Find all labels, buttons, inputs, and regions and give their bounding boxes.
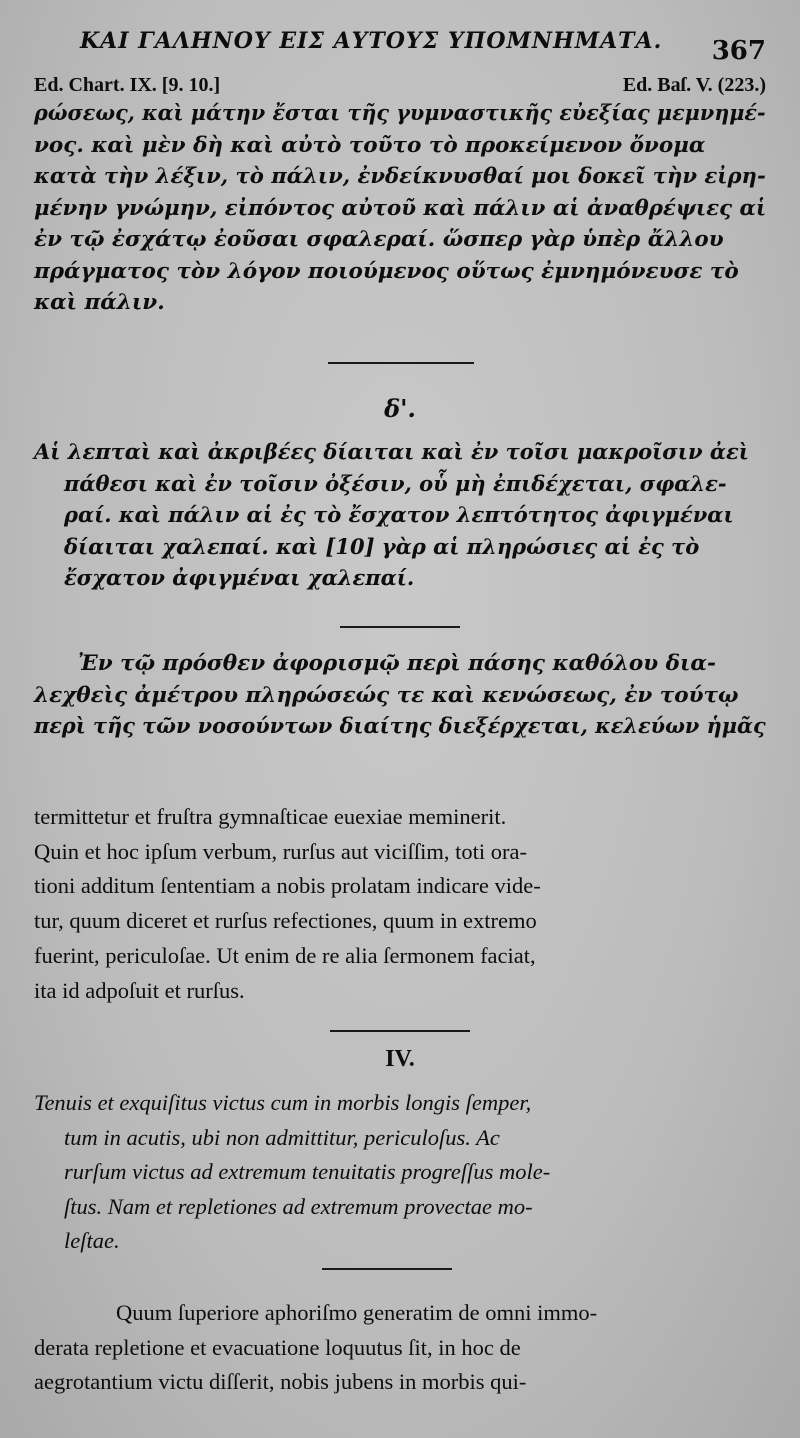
text-line: νος. καὶ μὲν δὴ καὶ αὐτὸ τοῦτο τὸ προκείμενον ὄνομα bbox=[34, 132, 706, 158]
edition-reference-right: Ed. Baſ. V. (223.) bbox=[622, 74, 766, 96]
section-divider bbox=[340, 626, 460, 628]
greek-aphorism bbox=[34, 436, 766, 594]
edition-reference-left: Ed. Chart. IX. [9. 10.] bbox=[34, 74, 221, 96]
text-line: δίαιται χαλεπαί. καὶ [10] γὰρ αἱ πληρώσιες αἱ ἐς τὸ bbox=[64, 533, 700, 559]
page-number: 367 bbox=[711, 36, 766, 66]
text-line: πράγματος τὸν λόγον ποιούμενος οὕτως ἐμνημόνευσε τὸ bbox=[34, 258, 739, 284]
text-line: Αἱ λεπταὶ καὶ ἀκριβέες δίαιται καὶ ἐν τοῖσι μακροῖσιν ἀεὶ bbox=[34, 439, 749, 464]
text-line: aegrotantium victu diſſerit, nobis jubens in morbis qui- bbox=[34, 1369, 527, 1395]
latin-paragraph-1 bbox=[34, 800, 766, 1008]
text-line: tur, quum diceret et rurſus refectiones, quum in extremo bbox=[34, 908, 537, 934]
text-line: ἐν τῷ ἐσχάτῳ ἐοῦσαι σφαλεραί. ὥσπερ γὰρ ὑπὲρ ἄλλου bbox=[34, 227, 724, 252]
section-divider bbox=[322, 1268, 452, 1270]
section-divider bbox=[328, 362, 474, 364]
text-line: μένην γνώμην, εἰπόντος αὐτοῦ καὶ πάλιν αἱ ἀναθρέψιες αἱ bbox=[34, 195, 767, 221]
text-line: ἔσχατον ἀφιγμέναι χαλεπαί. bbox=[64, 565, 415, 590]
running-title: ΚΑΙ ΓΑΛΗΝΟΥ ΕΙΣ ΑΥΤΟΥΣ ΥΠΟΜΝΗΜΑΤΑ. bbox=[80, 28, 663, 54]
text-line: ραί. καὶ πάλιν αἱ ἐς τὸ ἔσχατον λεπτότητος ἀφιγμέναι bbox=[64, 502, 734, 527]
text-line: Quin et hoc ipſum verbum, rurſus aut viciſſim, toti ora- bbox=[34, 838, 528, 864]
text-line: καὶ πάλιν. bbox=[34, 290, 165, 315]
text-line: περὶ τῆς τῶν νοσούντων διαίτης διεξέρχεται, κελεύων ἡμᾶς bbox=[34, 714, 766, 739]
latin-aphorism bbox=[34, 1086, 766, 1259]
text-line: Ἐν τῷ πρόσθεν ἀφορισμῷ περὶ πάσης καθόλου δια- bbox=[78, 651, 716, 676]
text-line: tum in acutis, ubi non admittitur, periculoſus. Ac bbox=[64, 1124, 500, 1150]
greek-commentary bbox=[34, 648, 766, 743]
text-line: κατὰ τὴν λέξιν, τὸ πάλιν, ἐνδείκνυσθαί μοι δοκεῖ τὴν εἰρη- bbox=[34, 164, 766, 189]
greek-paragraph-1 bbox=[34, 98, 766, 319]
text-line: ρώσεως, καὶ μάτην ἔσται τῆς γυμναστικῆς εὐεξίας μεμνημέ- bbox=[34, 101, 766, 126]
text-line: Tenuis et exquiſitus victus cum in morbis longis ſemper, bbox=[34, 1090, 532, 1115]
text-line: termittetur et fruſtra gymnaſticae euexiae meminerit. bbox=[34, 804, 507, 829]
text-line: derata repletione et evacuatione loquutus ſit, in hoc de bbox=[34, 1334, 521, 1360]
text-line: λεχθεὶς ἀμέτρου πληρώσεώς τε καὶ κενώσεως, ἐν τούτῳ bbox=[34, 682, 739, 708]
text-line: Quum ſuperiore aphoriſmo generatim de omni immo- bbox=[116, 1300, 598, 1325]
text-line: ſtus. Nam et repletiones ad extremum provectae mo- bbox=[64, 1193, 533, 1219]
section-divider bbox=[330, 1030, 470, 1032]
greek-section-heading: δ'. bbox=[384, 394, 416, 423]
text-line: rurſum victus ad extremum tenuitatis progreſſus mole- bbox=[64, 1159, 551, 1185]
latin-commentary bbox=[34, 1296, 766, 1400]
latin-section-heading: IV. bbox=[385, 1046, 415, 1072]
text-line: πάθεσι καὶ ἐν τοῖσιν ὀξέσιν, οὗ μὴ ἐπιδέχεται, σφαλε- bbox=[64, 470, 727, 496]
text-line: leſtae. bbox=[64, 1228, 120, 1254]
text-line: ita id adpoſuit et rurſus. bbox=[34, 977, 245, 1003]
text-line: fuerint, periculoſae. Ut enim de re alia ſermonem faciat, bbox=[34, 942, 536, 968]
text-line: tioni additum ſententiam a nobis prolatam indicare vide- bbox=[34, 873, 541, 899]
